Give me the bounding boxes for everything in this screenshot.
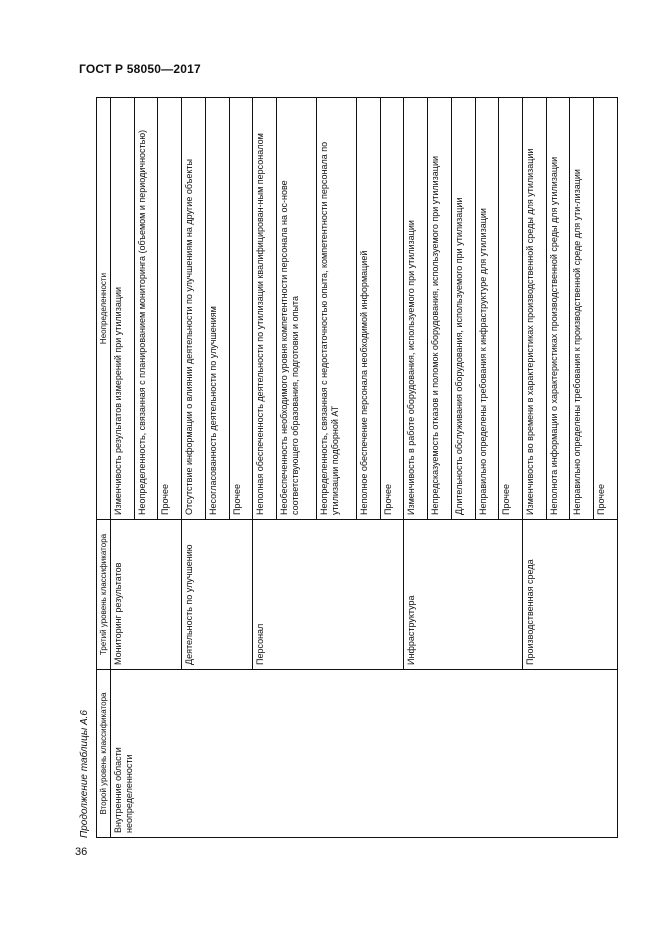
uncertainty-cell: Неполнота информации о характеристиках производственной среды для утилизации: [546, 98, 570, 520]
column-header-second-level: Второй уровень классификатора: [97, 670, 111, 838]
uncertainty-cell: Неопределенность, связанная с недостаточностью опыта, компетентности персонала по утилизации подборной АТ: [316, 98, 356, 520]
uncertainty-cell: Длительность обслуживания оборудования, используемого при утилизации: [451, 98, 475, 520]
document-standard-number: ГОСТ Р 58050—2017: [79, 62, 201, 76]
uncertainty-cell: Непредсказуемость отказов и поломок оборудования, используемого при утилизации: [428, 98, 452, 520]
uncertainty-cell: Неправильно определены требования к производственной среде для ути-лизации: [570, 98, 594, 520]
uncertainty-cell: Прочее: [380, 98, 404, 520]
uncertainty-cell: Изменчивость в работе оборудования, используемого при утилизации: [404, 98, 428, 520]
page-number: 36: [75, 846, 88, 858]
second-level-cell: Внутренние области неопределенности: [111, 670, 618, 838]
uncertainty-cell: Неопределенность, связанная с планированием мониторинга (объемом и периодичностью): [134, 98, 158, 520]
table-row: [111, 98, 135, 838]
column-header-third-level: Третий уровень классификатора: [97, 520, 111, 670]
third-level-cell: Деятельность по улучшению: [182, 520, 253, 670]
uncertainty-table: [96, 97, 618, 838]
uncertainty-cell: Несогласованность деятельности по улучшениям: [205, 98, 229, 520]
uncertainty-cell: Необеспеченность необходимого уровня компетентности персонала на ос-нове соответствующего образования, подготовки и опыта: [277, 98, 317, 520]
uncertainty-cell: Прочее: [499, 98, 523, 520]
uncertainty-cell: Отсутствие информации о влиянии деятельности по улучшениям на другие объекты: [182, 98, 206, 520]
uncertainty-cell: Неполное обеспечение персонала необходимой информацией: [356, 98, 380, 520]
uncertainty-cell: Неправильно определены требования к инфраструктуре для утилизации: [475, 98, 499, 520]
uncertainty-cell: Прочее: [229, 98, 253, 520]
uncertainty-cell: Изменчивость результатов измерений при утилизации: [111, 98, 135, 520]
uncertainty-cell: Неполная обеспеченность деятельности по утилизации квалифицирован-ным персоналом: [253, 98, 277, 520]
uncertainty-cell: Прочее: [594, 98, 618, 520]
rotated-table-container: [96, 98, 618, 838]
third-level-cell: Персонал: [253, 520, 404, 670]
third-level-cell: Инфраструктура: [404, 520, 523, 670]
uncertainty-cell: Прочее: [158, 98, 182, 520]
table-header-row: [97, 98, 111, 838]
uncertainty-cell: Изменчивость во времени в характеристиках производственной среды для утилизации: [522, 98, 546, 520]
column-header-uncertainties: Неопределенности: [97, 98, 111, 520]
table-caption: Продолжение таблицы А.6: [79, 710, 90, 838]
third-level-cell: Мониторинг результатов: [111, 520, 182, 670]
third-level-cell: Производственная среда: [522, 520, 617, 670]
